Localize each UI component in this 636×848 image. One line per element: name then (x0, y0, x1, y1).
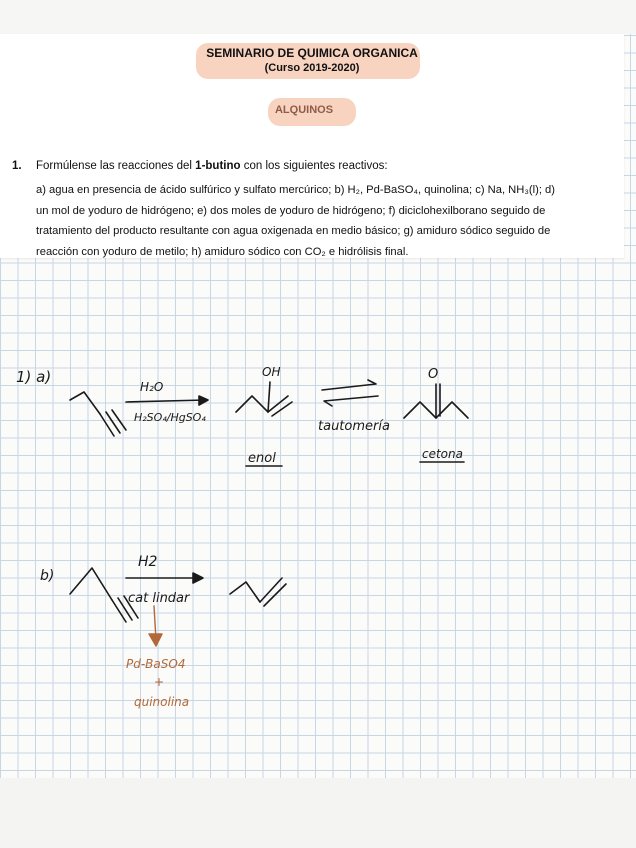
question-line: un mol de yoduro de hidrógeno; e) dos moles de yoduro de hidrógeno; f) diciclohexilborano seguido de (36, 204, 546, 217)
tautomerism-label: tautomería (318, 419, 390, 434)
reaction-arrow-a (126, 400, 206, 402)
question-number: 1. (12, 160, 22, 172)
enol-double-bond-1 (268, 396, 288, 412)
course-year: (Curso 2019-2020) (264, 62, 360, 74)
butene-chain-left (230, 582, 260, 602)
part-b-label: b) (40, 568, 55, 584)
ketone-o-group: O (428, 367, 439, 382)
section-heading: ALQUINOS (274, 104, 334, 116)
catalyst-poison: quinolina (134, 695, 190, 709)
enol-oh-group: OH (262, 365, 281, 379)
butyne-b-chain (70, 568, 112, 600)
part-b-reagent-bottom: cat lindar (128, 591, 190, 606)
ketone-structure (404, 384, 468, 418)
question-line: tratamiento del producto resultante con agua oxigenada en medio básico; g) amiduro sódico seguido de (36, 225, 551, 237)
question-intro-compound: 1-butino (195, 160, 241, 172)
reaction-arrow-b-head (193, 573, 203, 583)
enol-label: enol (248, 451, 276, 466)
butyne-a-triple-bond-2 (106, 412, 120, 433)
part-b-reagent-top: H2 (138, 554, 158, 570)
reaction-arrow-a-head (199, 396, 208, 405)
enol-double-bond-2 (272, 402, 292, 416)
enol-chain (236, 396, 268, 412)
enol-structure (236, 382, 292, 416)
equilibrium-arrow-forward (322, 380, 376, 390)
butyne-a-triple-bond-1 (100, 414, 114, 436)
butyne-structure-a (70, 392, 126, 436)
butyne-b-triple-bond-1 (112, 600, 126, 622)
part-a-reagent-bottom: H₂SO₄/HgSO₄ (134, 411, 206, 424)
part-a-label: 1) a) (16, 368, 52, 386)
question-line: a) agua en presencia de ácido sulfúrico y sulfato mercúrico; b) H₂, Pd-BaSO₄, quinolina; c) Na, NH₃(l); d) (36, 184, 555, 196)
part-a-reagent-top: H₂O (140, 380, 164, 394)
butyne-a-chain (70, 392, 100, 414)
catalyst-arrow-head (149, 634, 162, 646)
bottom-margin (0, 778, 636, 848)
butyne-a-triple-bond-3 (112, 410, 126, 430)
ketone-label: cetona (422, 447, 463, 461)
question-line: reacción con yoduro de metilo; h) amiduro sódico con CO₂ e hidrólisis final. (36, 245, 409, 258)
question-intro-post: con los siguientes reactivos: (240, 160, 388, 172)
document-title: SEMINARIO DE QUIMICA ORGANICA (206, 46, 418, 60)
enol-oh-bond (268, 382, 270, 412)
cis-butene-structure (230, 578, 286, 606)
equilibrium-arrow-back (324, 396, 378, 406)
question-intro-pre: Formúlense las reacciones del (36, 160, 196, 172)
catalyst-name: Pd-BaSO4 (126, 657, 186, 671)
catalyst-plus: + (154, 675, 165, 689)
